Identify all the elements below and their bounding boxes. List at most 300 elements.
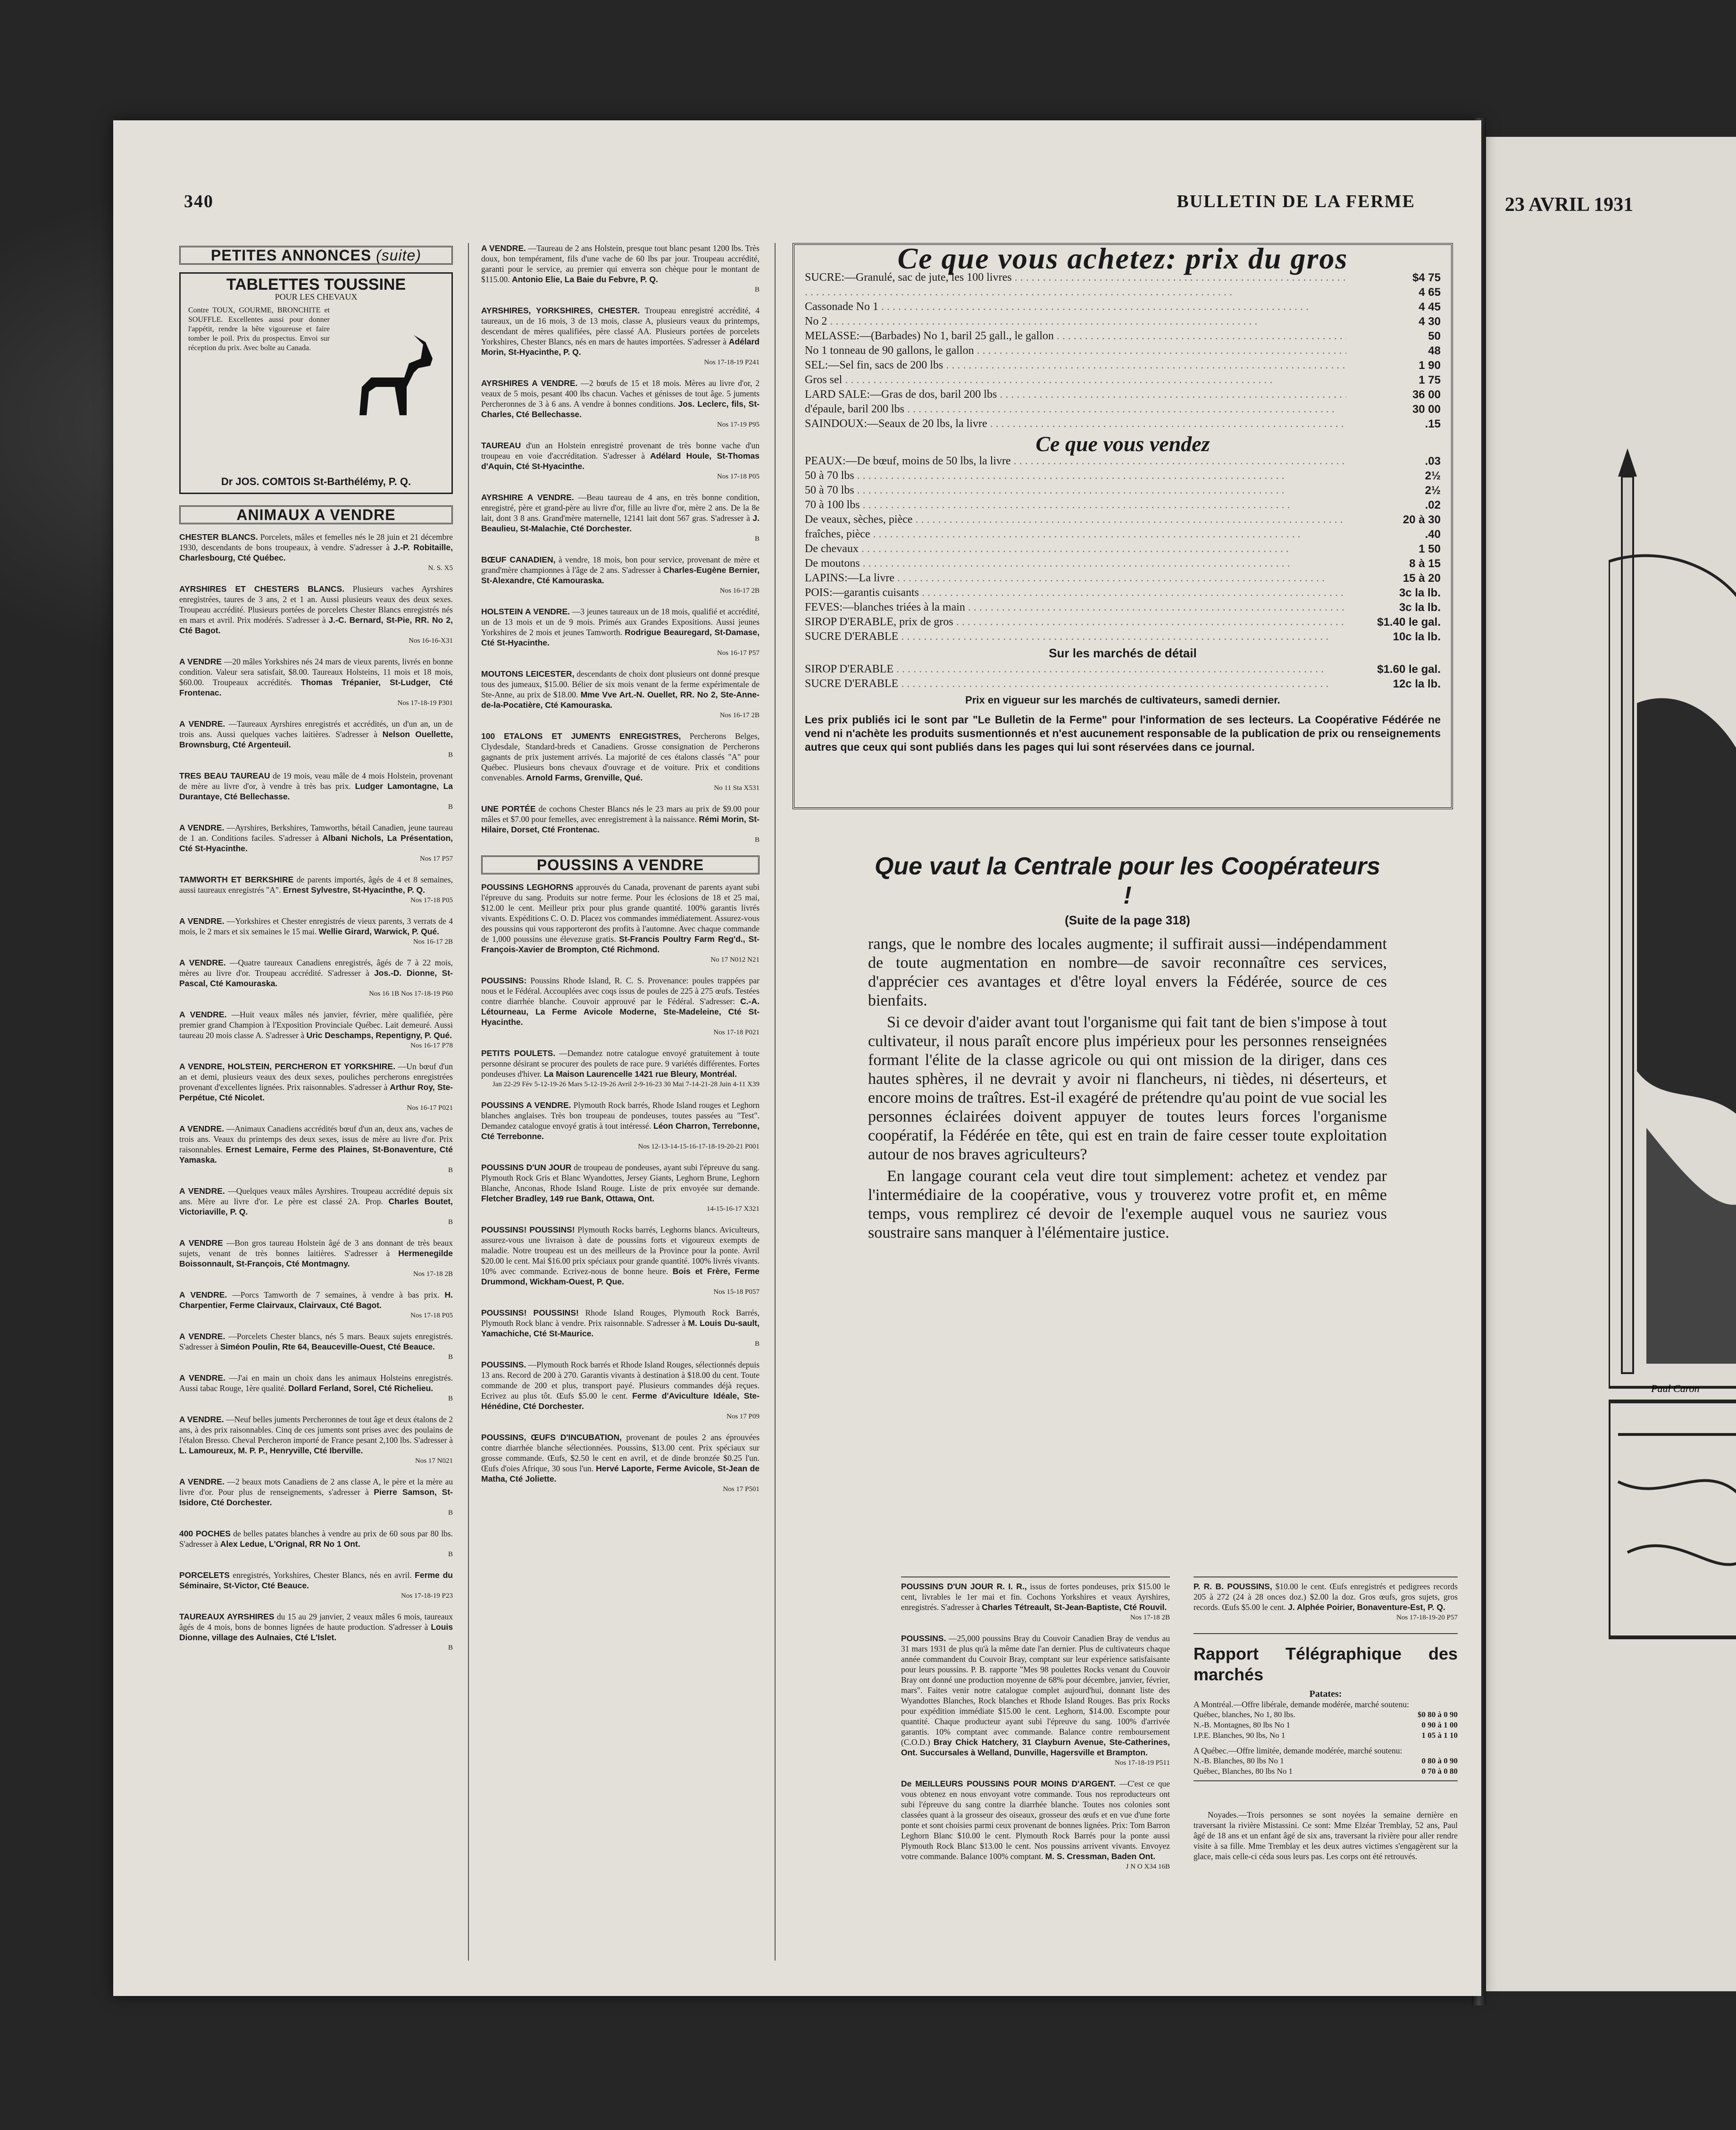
price-value: $0 80 à 0 90 — [1418, 1710, 1458, 1719]
price-row — [805, 629, 1441, 644]
price-row — [805, 329, 1441, 344]
ad-heading: 100 ETALONS ET JUMENTS ENREGISTRES, — [481, 731, 681, 741]
price-value: 12c la lb. — [1393, 678, 1441, 690]
ad-text: —3 jeunes taureaux un de 18 mois, qualifié et accrédité, un de 13 mois et un de 9 mois. Primés aux Grandes Expositions. Aussi jeunes Yorkshires de 2 mois et jeunes Tamworth. — [481, 607, 760, 637]
ad-reference: Nos 17-18-19 P241 — [704, 359, 760, 366]
ad-reference: N. S. X5 — [428, 564, 453, 572]
price-value: 3c la lb. — [1399, 587, 1441, 599]
ad-text: —Taureaux Ayrshires enregistrés et accrédités, un d'un an, un de trois ans. Aussi quelques vaches laitières. S'adresser à — [179, 719, 453, 739]
price-row — [805, 387, 1441, 402]
ad-heading: A VENDRE, HOLSTEIN, PERCHERON ET YORKSHIRE. — [179, 1062, 395, 1071]
ad-text: —Taureau de 2 ans Holstein, presque tout blanc pesant 1200 lbs. Très doux, bon tempérament, fils d'une vache de 60 lbs par jour. Troupeau accrédité, garanti pour le service, au premier qui enverra son chèque pour le montant de $115.00. — [481, 243, 760, 284]
classified-ad — [901, 1633, 1170, 1768]
ad-contact: Louis Dionne, village des Aulnaies, Cté L'Islet. — [179, 1622, 453, 1642]
ad-heading: A VENDRE. — [179, 1332, 225, 1341]
price-row — [805, 344, 1441, 358]
price-label: SUCRE D'ERABLE . . . — [805, 677, 1346, 691]
classified-ad — [481, 243, 760, 295]
price-value: 36 00 — [1412, 388, 1441, 401]
ad-heading: AYRSHIRE A VENDRE. — [481, 493, 574, 502]
ad-reference: Nos 17-18-19 P511 — [1115, 1759, 1170, 1767]
classified-ad — [481, 1432, 760, 1494]
ad-contact: Albani Nichols, La Présentation, Cté St-Hyacinthe. — [179, 833, 453, 853]
price-row — [805, 285, 1441, 300]
classified-ad — [179, 916, 453, 947]
classified-ad — [481, 492, 760, 544]
price-value: 0 90 à 1 00 — [1421, 1720, 1458, 1729]
price-row — [805, 527, 1441, 542]
price-label: No 1 tonneau de 90 gallons, le gallon . . . — [805, 344, 1346, 358]
horse-icon — [343, 326, 437, 420]
price-value: 4 30 — [1419, 315, 1441, 328]
ad-text: de parents importés, âgés de 4 et 8 semaines, aussi taureaux enregistrés "A". — [179, 875, 453, 895]
column-2 — [481, 243, 760, 1961]
price-label: Gros sel . . . — [805, 373, 1346, 387]
price-value: 1 90 — [1419, 359, 1441, 372]
ad-heading: A VENDRE. — [179, 916, 225, 926]
ad-heading: POUSSINS D'UN JOUR — [481, 1163, 572, 1172]
article-paragraph: Si ce devoir d'aider avant tout l'organisme qui fait tant de bien s'impose à tout cultivateur, il nous paraît encore plus impérieux pour les personnes renseignées formant l'élite de la classe agricole ou qui ont mission de la diriger, dans ces hautes sphères, il ne devrait y avoir ni flancheurs, ni tièdes, ni déserteurs, et encore moins de traîtres. Est-il exagéré de prétendre qu'au point de vue social les personnes éclairées doivent appuyer de toutes leurs forces l'organisme coopératif, la Fédérée en tête, qui est en train de faire cesser toute exploitation autour de nos braves agriculteurs? — [868, 1014, 1387, 1163]
ad-contact: Bois et Frère, Ferme Drummond, Wickham-Ouest, P. Que. — [481, 1266, 760, 1286]
classified-ad — [179, 719, 453, 760]
ad-heading: A VENDRE. — [179, 1124, 225, 1133]
classified-ad — [481, 731, 760, 793]
price-row — [805, 454, 1441, 469]
ad-contact: Hervé Laporte, Ferme Avicole, St-Jean de Matha, Cté Joliette. — [481, 1464, 760, 1484]
ad-reference: J N O X34 16B — [1126, 1863, 1170, 1870]
page-number: 340 — [184, 192, 214, 211]
ad-text: —Porcs Tamworth de 7 semaines, à vendre à bas prix. — [232, 1290, 440, 1300]
ad-text: —Quatre taureaux Canadiens enregistrés, âgés de 7 à 22 mois, mères au livre d'or. Troupeau accrédité. S'adresser à — [179, 958, 453, 978]
ad-contact: Adélard Morin, St-Hyacinthe, P. Q. — [481, 337, 760, 357]
price-value: 1 50 — [1419, 543, 1441, 555]
ad-contact: Adélard Houle, St-Thomas d'Aquin, Cté St-Hyacinthe. — [481, 451, 760, 471]
ad-reference: B — [448, 751, 453, 759]
ad-text: —Porcelets Chester blancs, nés 5 mars. Beaux sujets enregistrés. S'adresser à — [179, 1332, 453, 1351]
ad-heading: POUSSINS! POUSSINS! — [481, 1308, 579, 1317]
ad-heading: BŒUF CANADIEN, — [481, 555, 556, 564]
ad-contact: Bray Chick Hatchery, 31 Clayburn Avenue, Ste-Catherines, Ont. Succursales à Welland, Dunville, Hagersville et Brampton. — [901, 1737, 1170, 1757]
price-label: N.-B. Blanches, 80 lbs No 1 — [1194, 1756, 1284, 1765]
ad-contact: J.-C. Bernard, St-Pie, RR. No 2, Cté Bagot. — [179, 615, 453, 635]
toussine-advertisement — [179, 272, 453, 494]
price-row — [805, 662, 1441, 677]
ad-text: —C'est ce que vous obtenez en nous envoyant votre commande. Tous nos reproducteurs ont subi l'épreuve du sang contre la diarrhée blanche. Toutes nos colonies sont classées quant à la grosseur des oiseaux, grosseur des œufs et en vue d'une forte ponte et sont choisies parmi ceux provenant de bonnes lignées. Prix: Tom Barron Leghorn Blanc $10.00 le cent. Plymouth Rock Barrés pour la ponte aussi Plymouth Rock Blanc $13.00 le cent. Nos poussins arrivent vivants. Envoyez votre commande. Balance 100% comptant. — [901, 1779, 1170, 1861]
montreal-market-text: A Montréal.—Offre libérale, demande modérée, marché soutenu: — [1194, 1700, 1409, 1709]
ad-heading: A VENDRE. — [179, 1373, 225, 1383]
ad-heading: 400 POCHES — [179, 1529, 231, 1538]
price-label: SEL:—Sel fin, sacs de 200 lbs . . . — [805, 358, 1346, 373]
ad-reference: B — [754, 535, 760, 543]
lower-left-column — [901, 1573, 1170, 1882]
ad-text: —Demandez notre catalogue envoyé gratuitement à toute personne désirant se procurer des poulets de race pure. 9 variétés différentes. Fortes pondeuses d'hiver. — [481, 1048, 760, 1079]
ad-heading: A VENDRE. — [179, 1010, 227, 1019]
toussine-body: Contre TOUX, GOURME, BRONCHITE et SOUFFLE. Excellentes aussi pour donner l'appétit, rendre la bête vigoureuse et faire tomber le poil. Prix du prospectus. Envoi sur réception du prix. Avec boîte au Canada. — [188, 306, 330, 352]
ad-text: de troupeau de pondeuses, ayant subi l'épreuve du sang. Plymouth Rock Gris et Blanc Wyandottes, Jersey Giants, Leghorn Brune, Leghorn Blanche, Anconas, Rhode Island Rouge. Liste de prix envoyée sur demande. — [481, 1163, 760, 1193]
classified-ad — [481, 1100, 760, 1152]
price-value: 10c la lb. — [1393, 630, 1441, 643]
price-label: De veaux, sèches, pièce . . . — [805, 512, 1346, 527]
newspaper-title: BULLETIN DE LA FERME — [1177, 192, 1415, 211]
ad-heading: A VENDRE. — [179, 1477, 225, 1486]
price-row — [805, 542, 1441, 556]
ad-contact: Jos.-D. Dionne, St-Pascal, Cté Kamouraska. — [179, 968, 453, 988]
ad-heading: A VENDRE — [179, 657, 222, 666]
price-row — [805, 469, 1441, 483]
ad-contact: C.-A. Létourneau, La Ferme Avicole Moderne, Ste-Madeleine, Cté St-Hyacinthe. — [481, 997, 760, 1027]
ad-contact: Charles-Eugène Bernier, St-Alexandre, Cté Kamouraska. — [481, 565, 760, 585]
price-row — [1194, 1766, 1458, 1777]
ad-reference: B — [448, 1551, 453, 1558]
price-value: 4 65 — [1419, 286, 1441, 299]
ad-reference: B — [448, 1166, 453, 1174]
ad-reference: Nos 17 N021 — [415, 1457, 453, 1465]
ad-reference: Nos 17-18-19 P301 — [397, 699, 453, 707]
article-continued: (Suite de la page 318) — [1065, 913, 1190, 927]
price-row — [805, 615, 1441, 629]
ad-contact: Pierre Samson, St-Isidore, Cté Dorchester. — [179, 1487, 453, 1507]
ad-contact: Ludger Lamontagne, La Durantaye, Cté Bellechasse. — [179, 781, 453, 801]
ad-text: —2 beaux mots Canadiens de 2 ans classe A, le père et la mère au livre d'or. Pour plus de renseignements, s'adresser à — [179, 1477, 453, 1497]
ad-heading: POUSSINS, ŒUFS D'INCUBATION, — [481, 1433, 622, 1442]
ad-heading: CHESTER BLANCS. — [179, 532, 258, 542]
classified-ad — [179, 1373, 453, 1404]
price-value: .15 — [1425, 418, 1441, 430]
classified-ad — [179, 1186, 453, 1227]
ad-heading: HOLSTEIN A VENDRE. — [481, 607, 570, 616]
price-label: No 2 . . . — [805, 314, 1346, 329]
ad-contact: Alex Ledue, L'Orignal, RR No 1 Ont. — [220, 1539, 360, 1549]
classified-ad — [481, 606, 760, 658]
ad-reference: 14-15-16-17 X321 — [706, 1205, 760, 1213]
classified-ad — [179, 1528, 453, 1560]
price-value: 3c la lb. — [1399, 601, 1441, 614]
ad-reference: B — [448, 1509, 453, 1517]
ad-reference: Nos 17-18 P021 — [713, 1029, 760, 1036]
price-value: 2½ — [1425, 484, 1441, 497]
classified-ad — [901, 1778, 1170, 1872]
ad-contact: La Maison Laurencelle 1421 rue Bleury, Montréal. — [543, 1069, 737, 1079]
toussine-subtitle: POUR LES CHEVAUX — [275, 292, 358, 302]
ad-heading: POUSSINS! POUSSINS! — [481, 1225, 575, 1234]
ad-reference: No 17 N012 N21 — [710, 956, 760, 964]
facing-page — [1486, 137, 1736, 1991]
ad-heading: A VENDRE. — [179, 823, 225, 832]
ad-heading: POUSSINS LEGHORNS — [481, 882, 574, 892]
classified-ad: P. R. B. POUSSINS, $10.00 le cent. Œufs enregistrés et pedigrees records 205 à 272 (24 à 28 onces doz.) $2.00 la doz. Gros œufs, gros sujets, gros records. Œufs $5.00 le cent. J. Alphée Poirier, Bonaventure-Est, P. Q. Nos 17-18-19-20 P57 — [1194, 1582, 1458, 1621]
ad-contact: Charles Tétreault, St-Jean-Baptiste, Cté Rouvil. — [982, 1602, 1167, 1612]
classified-ad — [481, 1308, 760, 1349]
price-row — [805, 300, 1441, 314]
classified-ad — [179, 822, 453, 864]
ad-text: d'un an Holstein enregistré provenant de très bonne vache d'un troupeau en voie d'accréditation. S'adresser à — [481, 441, 760, 461]
price-row — [1194, 1720, 1458, 1730]
ad-contact: Rodrigue Beauregard, St-Damase, Cté St-Hyacinthe. — [481, 628, 760, 647]
price-label: SIROP D'ERABLE . . . — [805, 662, 1346, 677]
price-label: Québec, blanches, No 1, 80 lbs. — [1194, 1710, 1295, 1719]
ad-contact: Wellie Girard, Warwick, P. Qué. — [318, 927, 439, 936]
ad-contact: Jos. Leclerc, fils, St-Charles, Cté Bellechasse. — [481, 399, 760, 419]
ad-text: descendants de choix dont plusieurs ont donné presque tous des jumeaux, $15.00. Bélier de six mois venant de la ferme expérimentale de Ste-Anne, au prix de $18.00. — [481, 669, 760, 699]
ad-contact: Thomas Trépanier, St-Ludger, Cté Frontenac. — [179, 678, 453, 697]
ad-heading: POUSSINS A VENDRE. — [481, 1100, 571, 1110]
ad-heading: POUSSINS: — [481, 976, 527, 985]
price-label: d'épaule, baril 200 lbs . . . — [805, 402, 1346, 417]
classified-ad — [179, 1570, 453, 1601]
classified-ad — [481, 554, 760, 596]
ad-heading: TAMWORTH ET BERKSHIRE — [179, 875, 294, 884]
classified-ad — [481, 1162, 760, 1214]
price-label: POIS:—garantis cuisants . . . — [805, 586, 1346, 600]
ad-reference: Nos 15-18 P057 — [713, 1288, 760, 1296]
price-row — [805, 586, 1441, 600]
price-label: 50 à 70 lbs . . . — [805, 469, 1346, 483]
ad-reference: B — [754, 286, 760, 294]
price-value: .03 — [1425, 455, 1441, 468]
ad-contact: Ferme d'Aviculture Idéale, Ste-Hénédine, Cté Dorchester. — [481, 1391, 760, 1411]
detail-title: Sur les marchés de détail — [1049, 646, 1197, 660]
ad-text: de cochons Chester Blancs nés le 23 mars au prix de $9.00 pour mâles et $7.00 pour femelles, avec enregistrement à la naissance. — [481, 804, 760, 824]
price-value: $1.60 le gal. — [1377, 663, 1441, 676]
ad-heading: TAUREAUX AYRSHIRES — [179, 1612, 275, 1621]
price-label: LARD SALE:—Gras de dos, baril 200 lbs . . . — [805, 387, 1346, 402]
newspaper-page — [113, 120, 1481, 1996]
ad-text: —20 mâles Yorkshires nés 24 mars de vieux parents, livrés en bonne condition. Valeur sera satisfait, $8.00. Taureaux Holsteins, 11 mois et 18 mois, $60.00. Troupeaux accrédités. — [179, 657, 453, 687]
price-row — [1194, 1730, 1458, 1741]
price-value: 8 à 15 — [1409, 557, 1441, 570]
article — [868, 852, 1387, 1242]
ad-reference: Nos 16-17 2B — [413, 938, 453, 946]
detail-note: Prix en vigueur sur les marchés de cultivateurs, samedi dernier. — [965, 694, 1280, 706]
price-row — [805, 498, 1441, 512]
column-rule — [468, 243, 469, 1961]
facing-page-date: 23 AVRIL 1931 — [1505, 194, 1634, 216]
ad-contact: Mme Vve Art.-N. Ouellet, RR. No 2, Ste-Anne-de-la-Pocatière, Cté Kamouraska. — [481, 690, 760, 710]
ad-text: approuvés du Canada, provenant de parents ayant subi l'épreuve du sang. Produits sur notre ferme. Pour les éclosions de 18 et 25 mai, $12.00 le cent. Meilleur prix pour plus grande quantité. 100% garantis livrés vivants. Expéditions C. O. D. Placez vos commandes immédiatement. Assurez-vous des poussins qui vous rapporteront des profits à l'automne. Avec chaque commande de 1,000 poussins une élevezuse gratis. — [481, 882, 760, 944]
ad-text: issus de fortes pondeuses, prix $15.00 le cent, livrables le 1er mai et fin. Cochons Yorkshires et veaux Ayrshires, enregistrés. S'adresser à — [901, 1582, 1170, 1612]
classified-ad — [179, 1009, 453, 1051]
price-row — [805, 314, 1441, 329]
ad-contact: Ferme du Séminaire, St-Victor, Cté Beauce. — [179, 1570, 453, 1590]
ad-text: de belles patates blanches à vendre au prix de 60 sous par 80 lbs. S'adresser à — [179, 1529, 453, 1549]
ad-text: Plymouth Rock barrés, Rhode Island rouges et Leghorn blanches anglaises. Très bon troupeau de pondeuses, toutes passées au "Test". Demandez catalogue envoyé gratis à tout intéressé. — [481, 1100, 760, 1131]
ad-contact: Dollard Ferland, Sorel, Cté Richelieu. — [288, 1384, 434, 1393]
classified-list — [481, 243, 760, 845]
column-3 — [793, 243, 1453, 1245]
article-body — [868, 935, 1387, 1242]
animaux-header: ANIMAUX A VENDRE — [179, 505, 453, 524]
price-note: Les prix publiés ici le sont par "Le Bulletin de la Ferme" pour l'information de ses lecteurs. La Coopérative Fédérée ne vend ni n'achète les produits susmentionnés et n'est aucunement responsable de la publication de prix ou renseignements autres que ceux qui sont publiés dans les pages qui lui sont réservées dans ce journal. — [805, 713, 1441, 753]
price-value: .02 — [1425, 499, 1441, 512]
price-row — [805, 373, 1441, 387]
ad-reference: B — [448, 1218, 453, 1226]
classified-ad — [179, 1414, 453, 1466]
column-rule — [775, 243, 776, 1961]
ad-contact: Nelson Ouellette, Brownsburg, Cté Argenteuil. — [179, 730, 453, 749]
price-label: PEAUX:—De bœuf, moins de 50 lbs, la livre . . . — [805, 454, 1346, 469]
ad-text: —Animaux Canadiens accrédités bœuf d'un an, deux ans, vaches de trois ans. Veaux du printemps des deux sexes, issus de mère au livre d'or. Prix raisonnables. — [179, 1124, 453, 1154]
potatoes-label: Patates: — [1309, 1689, 1342, 1699]
classified-ad — [179, 1124, 453, 1175]
price-label: 50 à 70 lbs . . . — [805, 483, 1346, 498]
ad-text: Percherons Belges, Clydesdale, Standard-breds et Canadiens. Grosse consignation de Percherons gagnants de prix justement arrivés. La majorité de ces étalons classés "A" pour Québec. Plusieurs bons chevaux d'ouvrage et de voiture. Prix et conditions convenables. — [481, 731, 760, 782]
page-header — [184, 191, 1415, 219]
ad-heading: UNE PORTÉE — [481, 804, 536, 813]
price-row — [805, 677, 1441, 691]
ad-heading: A VENDRE. — [179, 958, 226, 967]
price-row — [805, 402, 1441, 417]
illustration-signature: Paul Caron — [1651, 1383, 1700, 1394]
classified-ad — [179, 532, 453, 573]
price-value: 0 70 à 0 80 — [1421, 1767, 1458, 1776]
ad-reference: No 11 Sta X531 — [714, 784, 760, 792]
article-paragraph: rangs, que le nombre des locales augmente; il suffirait aussi—indépendamment de toute augmentation en nombre—de savoir reconnaître ces services, d'apprécier ces avantages et d'être loyal envers la Fédérée, source de ces bienfaits. — [868, 935, 1387, 1009]
ad-reference: Jan 22-29 Fév 5-12-19-26 Mars 5-12-19-26 Avril 2-9-16-23 30 Mai 7-14-21-28 Juin 4-11 X39 — [492, 1081, 760, 1088]
price-value: 48 — [1428, 344, 1441, 357]
classified-ad — [481, 1359, 760, 1422]
price-value: 1 05 à 1 10 — [1421, 1731, 1458, 1740]
classified-ad — [179, 957, 453, 999]
classified-ad — [481, 1048, 760, 1090]
poussins-header: POUSSINS A VENDRE — [481, 855, 760, 874]
price-label: De moutons . . . — [805, 556, 1346, 571]
ad-reference: Nos 17-19 P95 — [717, 421, 760, 428]
ad-heading: AYRSHIRES A VENDRE. — [481, 378, 578, 388]
ad-contact: Ernest Sylvestre, St-Hyacinthe, P. Q. — [283, 885, 426, 895]
ad-text: —J'ai en main un choix dans les animaux Holsteins enregistrés. Aussi tabac Rouge, 1ère qualité. — [179, 1373, 453, 1393]
ad-heading: A VENDRE — [179, 1238, 223, 1248]
ad-text: —Plymouth Rock barrés et Rhode Island Rouges, sélectionnés depuis 13 ans. Record de 200 à 270. Garantis vivants à destination à $18.00 du cent. Toute commande de 200 et plus, transport payé. Plusieurs commandes déjà reçues. Ecrivez au plus tôt. Œufs $5.00 le cent. — [481, 1360, 760, 1400]
classified-ad — [179, 1611, 453, 1653]
ad-text: Plusieurs vaches Ayrshires enregistrées, taures de 3 ans, 2 et 1 an. Aussi plusieurs veaux des deux sexes. Troupeau accrédité. Plusieurs portées de porcelets Chester Blancs enregistrés nés en mars et avril. Prix modérés. S'adresser à — [179, 584, 453, 625]
ad-text: —Ayrshires, Berkshires, Tamworths, bétail Canadien, jeune taureau de 1 an. Conditions faciles. S'adresser à — [179, 823, 453, 843]
price-value: 15 à 20 — [1402, 572, 1441, 585]
toussine-signature: Dr JOS. COMTOIS St-Barthélémy, P. Q. — [221, 476, 411, 487]
ad-heading: PETITS POULETS. — [481, 1048, 556, 1058]
ad-contact: Antonio Elie, La Baie du Febvre, P. Q. — [511, 275, 658, 284]
ad-contact: Siméon Poulin, Rte 64, Beauceville-Ouest, Cté Beauce. — [220, 1342, 435, 1351]
ad-heading: PORCELETS — [179, 1570, 230, 1580]
ad-text: Troupeau enregistré accrédité, 4 taureaux, un de 16 mois, 3 de 13 mois, classe A, plusieurs veaux du printemps, descendant de mères qualifiées, père classé AA. Plusieurs portées de porcelets Yorkshires, Chester Blancs, nés en mars de hautes importées. S'adresser à — [481, 306, 760, 346]
article-paragraph: En langage courant cela veut dire tout simplement: achetez et vendez par l'intermédiaire de la coopérative, vous y trouverez votre profit et, en même temps, vous remplirez cé devoir de l'exemple auquel vous ne sauriez vous soustraire sans manquer à l'élémentaire justice. — [868, 1167, 1387, 1241]
price-label: SUCRE:—Granulé, sac de jute, les 100 livres . . . — [805, 270, 1346, 285]
classified-ad — [481, 440, 760, 482]
ad-contact: M. Louis Du-sault, Yamachiche, Cté St-Maurice. — [481, 1318, 760, 1338]
ad-reference: B — [448, 1644, 453, 1652]
price-label: Cassonade No 1 . . . — [805, 300, 1346, 314]
ad-heading: A VENDRE. — [179, 719, 225, 729]
classified-ad — [179, 656, 453, 708]
illustration-farmer — [1609, 420, 1736, 1694]
ad-reference: Nos 17-18 P05 — [410, 897, 453, 904]
ad-reference: Nos 12-13-14-15-16-17-18-19-20-21 P001 — [638, 1143, 760, 1150]
price-value: 0 80 à 0 90 — [1421, 1756, 1458, 1765]
price-value: 20 à 30 — [1402, 513, 1441, 526]
ad-reference: Nos 16-16-X31 — [409, 637, 453, 645]
ad-contact: M. S. Cressman, Baden Ont. — [1045, 1852, 1156, 1861]
column-1 — [179, 243, 453, 1961]
quebec-market-text: A Québec.—Offre limitée, demande modérée, marché soutenu: — [1194, 1746, 1402, 1755]
price-row — [1194, 1756, 1458, 1766]
price-row — [805, 358, 1441, 373]
price-row — [805, 556, 1441, 571]
ad-text: Rhode Island Rouges, Plymouth Rock Barrés, Plymouth Rock blanc à vendre. Prix raisonnable. S'adresser à — [481, 1308, 760, 1328]
price-label — [805, 285, 1346, 300]
ad-contact: J. Beaulieu, St-Malachie, Cté Dorchester. — [481, 513, 760, 533]
ad-reference: B — [448, 803, 453, 811]
buy-prices-title: Ce que vous achetez: prix du gros — [897, 242, 1348, 275]
ad-heading: AYRSHIRES, YORKSHIRES, CHESTER. — [481, 306, 640, 315]
ad-text: Plymouth Rocks barrés, Leghorns blancs. Aviculteurs, assurez-vous une livraison à date de poussins forts et vigoureux exempts de maladie. Notre troupeau est un des meilleurs de la Province pour la ponte. Avril $20.00 le cent. Mai $16.00 prix spéciaux pour grande quantité. 100% livrés vivants. 10% avec commande. Ecrivez-nous de bonne heure. — [481, 1225, 760, 1276]
price-label: SIROP D'ERABLE, prix de gros . . . — [805, 615, 1346, 629]
price-value: 1 75 — [1419, 374, 1441, 386]
price-label: fraîches, pièce . . . — [805, 527, 1346, 542]
ad-heading: De MEILLEURS POUSSINS POUR MOINS D'ARGENT. — [901, 1779, 1116, 1788]
price-value: 30 00 — [1412, 403, 1441, 416]
lower-right-column — [1194, 1573, 1458, 1862]
ad-reference: Nos 17-18 2B — [1130, 1614, 1170, 1621]
ad-text: Poussins Rhode Island, R. C. S. Provenance: poules trappées par nous et le Fédéral. Accouplées avec coqs issus de poules de 225 à 275 œufs. Testées contre diarrhée blanche. Couvoir approuvé par le Fédéral. S'adresser: — [481, 976, 760, 1006]
ad-contact: Hermenegilde Boissonnault, St-François, Cté Montmagny. — [179, 1249, 453, 1268]
price-label: SUCRE D'ERABLE . . . — [805, 629, 1346, 644]
ad-reference: Nos 17-18 2B — [413, 1270, 453, 1278]
sell-prices-title: Ce que vous vendez — [1035, 432, 1210, 456]
price-value: 4 45 — [1419, 301, 1441, 313]
ad-text: —Beau taureau de 4 ans, en très bonne condition, enregistré, père et grand-père au livre d'or, fille au livre d'or, mère 2 ans. De la 8e lait, dont 3 8 ans. Grand'mère maternelle, 12141 lait dont 567 gras. S'adresser à — [481, 493, 760, 523]
ad-contact: L. Lamoureux, M. P. P., Henryville, Cté Iberville. — [179, 1446, 363, 1455]
ad-reference: B — [448, 1353, 453, 1361]
noyades-news: Noyades.—Trois personnes se sont noyées la semaine dernière en traversant la rivière Mistassini. Ce sont: Mme Elzéar Tremblay, 52 ans, Paul âgé de 18 ans et un enfant âgé de six ans, traversant la rivière pour aller rendre visite à sa fille. Mme Tremblay et les deux autres victimes s'engagèrent sur la glace, mais celle-ci céda sous leurs pas. Les corps ont été retrouvés. — [1194, 1810, 1458, 1861]
classified-ad — [179, 1476, 453, 1518]
ad-reference: Nos 17-18 P05 — [717, 473, 760, 480]
ad-text: Porcelets, mâles et femelles nés le 28 juin et 21 décembre 1930, descendants de bons troupeaux, à vendre. S'adresser à — [179, 532, 453, 552]
price-label: N.-B. Montagnes, 80 lbs No 1 — [1194, 1720, 1290, 1729]
ad-reference: B — [448, 1395, 453, 1402]
price-row — [805, 600, 1441, 615]
price-table — [793, 243, 1453, 809]
classified-ad — [179, 1238, 453, 1279]
toussine-title: TABLETTES TOUSSINE — [226, 276, 406, 294]
ad-reference: Nos 16-17 2B — [719, 712, 760, 719]
classified-ad — [179, 1290, 453, 1321]
market-report-title: Rapport Télégraphique des marchés — [1194, 1644, 1458, 1684]
ad-text: —Yorkshires et Chester enregistrés de vieux parents, 3 verrats de 4 mois, le 2 mars et six semaines le 15 mai. — [179, 916, 453, 936]
price-label: 70 à 100 lbs . . . — [805, 498, 1346, 512]
ad-heading: POUSSINS. — [901, 1634, 946, 1643]
price-row — [805, 417, 1441, 431]
ad-contact: Arnold Farms, Grenville, Qué. — [526, 773, 643, 782]
classified-ad — [481, 804, 760, 845]
ad-contact: Uric Deschamps, Repentigny, P. Qué. — [306, 1031, 452, 1040]
classified-ad — [481, 1224, 760, 1297]
classified-ad — [179, 874, 453, 906]
classified-ad — [481, 882, 760, 965]
ad-reference: Nos 16-17 P78 — [410, 1042, 453, 1049]
price-label: De chevaux . . . — [805, 542, 1346, 556]
classified-ad — [481, 378, 760, 430]
ad-text: —2 bœufs de 15 et 18 mois. Mères au livre d'or, 2 veaux de 5 mois, pesant 400 lbs chacun. Vaches et génisses de tout âge. 5 juments Percheronnes de 3 à 6 ans. A vendre à bonnes conditions. — [481, 378, 760, 409]
ad-reference: Nos 16-17 P57 — [717, 649, 760, 657]
ad-text: à vendre, 18 mois, bon pour service, provenant de mère et grand'mère championnes à l'âge de 2 ans. S'adresser à — [481, 555, 760, 575]
ad-heading: AYRSHIRES ET CHESTERS BLANCS. — [179, 584, 345, 594]
ad-reference: B — [754, 836, 760, 844]
price-row — [805, 571, 1441, 586]
price-label: LAPINS:—La livre . . . — [805, 571, 1346, 586]
ad-heading: POUSSINS D'UN JOUR R. I. R., — [901, 1582, 1027, 1591]
ad-reference: Nos 16-17 P021 — [407, 1104, 453, 1112]
ad-text: enregistrés, Yorkshires, Chester Blancs, nés en avril. — [233, 1570, 412, 1580]
ad-text: —Neuf belles juments Percheronnes de tout âge et deux étalons de 2 ans, à des prix raisonnables. Cinq de ces juments sont prises avec des poulains de l'étalon Bresso. Cheval Percheron importé de France pesant 2,100 lbs. S'adresser à — [179, 1415, 453, 1445]
